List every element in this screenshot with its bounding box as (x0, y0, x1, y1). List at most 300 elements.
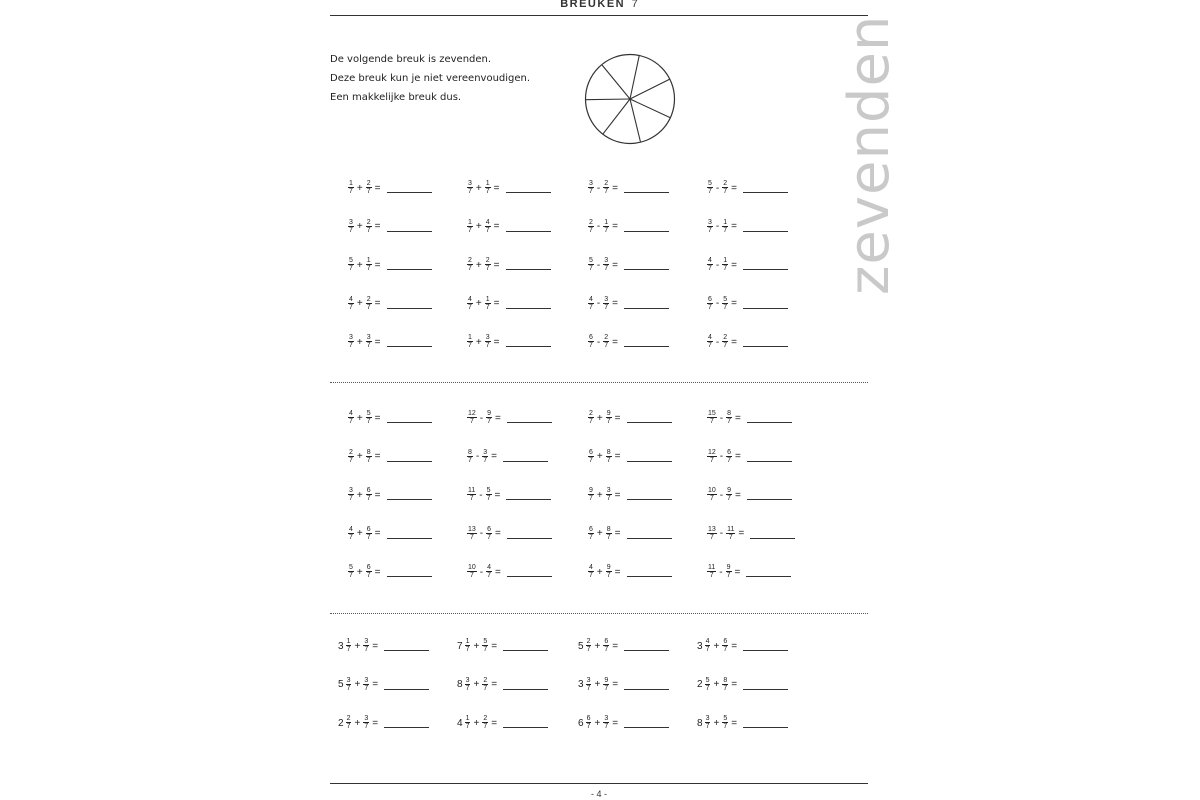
answer-field[interactable] (750, 529, 795, 539)
fraction-numerator: 5 (708, 180, 712, 187)
exercise-item (467, 296, 551, 312)
operator: - (596, 336, 601, 348)
fraction-denominator: 7 (709, 495, 714, 502)
first-fraction (348, 180, 354, 196)
answer-field[interactable] (503, 718, 548, 728)
exercise-item (707, 526, 795, 542)
answer-field[interactable] (507, 413, 552, 423)
fraction-denominator: 7 (589, 418, 593, 425)
whole-number: 8 (457, 679, 463, 690)
fraction-denominator: 7 (589, 342, 593, 349)
whole-number: 3 (697, 640, 703, 652)
fraction-numerator: 2 (604, 180, 609, 187)
fraction-denominator: 7 (364, 646, 369, 653)
operator: + (475, 336, 482, 348)
equals-sign: = (493, 336, 500, 348)
whole-number: 3 (578, 679, 584, 690)
answer-field[interactable] (506, 222, 551, 232)
fraction-denominator: 7 (708, 303, 712, 311)
exercise-item (457, 638, 548, 654)
operator: + (356, 259, 363, 271)
operator: - (719, 566, 723, 578)
fraction-denominator: 7 (468, 456, 472, 464)
fraction-denominator: 7 (349, 265, 353, 272)
equals-sign: = (372, 679, 379, 690)
fraction-denominator: 7 (589, 265, 593, 272)
header-title (330, 0, 868, 10)
fraction-numerator: 6 (708, 295, 712, 303)
answer-field[interactable] (506, 299, 551, 309)
exercise-item (578, 638, 669, 654)
exercise-item (707, 449, 792, 465)
second-fraction (482, 715, 488, 731)
equals-sign: = (735, 412, 741, 424)
fraction-numerator: 6 (589, 448, 593, 456)
operator: + (354, 679, 361, 690)
equals-sign: = (374, 298, 381, 309)
second-fraction (726, 487, 732, 503)
fraction-denominator: 7 (483, 684, 488, 692)
answer-field[interactable] (627, 452, 672, 462)
fraction-denominator: 7 (364, 684, 369, 692)
fraction-denominator: 7 (366, 456, 371, 464)
fraction-numerator: 3 (364, 638, 369, 645)
header-rule (330, 15, 868, 16)
first-fraction (588, 449, 594, 465)
fraction-denominator: 7 (586, 723, 591, 730)
answer-field[interactable] (503, 680, 548, 690)
equals-sign: = (491, 451, 497, 462)
fraction-numerator: 9 (606, 410, 611, 417)
answer-field[interactable] (747, 452, 792, 462)
fraction-denominator: 7 (604, 188, 609, 195)
fraction-denominator: 7 (709, 533, 714, 541)
fraction-denominator: 7 (366, 265, 371, 272)
second-fraction (485, 334, 491, 350)
second-fraction (366, 257, 372, 273)
operator: + (475, 259, 482, 271)
answer-field[interactable] (627, 490, 672, 500)
fraction-denominator: 7 (589, 495, 593, 502)
equals-sign: = (735, 451, 741, 462)
fraction-numerator: 5 (366, 410, 371, 417)
answer-field[interactable] (747, 413, 792, 423)
equals-sign: = (735, 489, 741, 501)
fraction-numerator: 1 (465, 715, 470, 722)
second-fraction (486, 487, 492, 503)
fraction-denominator: 7 (366, 188, 371, 195)
fraction-denominator: 7 (604, 684, 609, 692)
fraction-numerator: 5 (483, 638, 488, 645)
second-fraction (606, 449, 612, 465)
answer-field[interactable] (387, 413, 432, 423)
operator: + (356, 566, 363, 578)
equals-sign: = (614, 412, 621, 424)
second-fraction (722, 677, 728, 693)
fraction-denominator: 7 (346, 646, 351, 653)
fraction-numerator: 4 (468, 295, 472, 303)
fraction-denominator: 7 (589, 572, 593, 579)
fraction-numerator: 6 (366, 525, 371, 533)
fraction-numerator: 2 (366, 180, 371, 187)
fraction-numerator: 4 (589, 295, 593, 303)
exercise-item (348, 526, 432, 542)
equals-sign: = (612, 259, 618, 271)
answer-field[interactable] (743, 718, 788, 728)
first-fraction (465, 677, 471, 693)
answer-field[interactable] (387, 222, 432, 232)
fraction-denominator: 7 (708, 265, 712, 272)
answer-field[interactable] (624, 299, 669, 309)
fraction-denominator: 7 (465, 723, 470, 730)
answer-field[interactable] (624, 260, 669, 270)
fraction-numerator: 3 (604, 295, 609, 303)
fraction-denominator: 7 (723, 265, 728, 272)
fraction-denominator: 7 (709, 456, 714, 464)
answer-field[interactable] (627, 529, 672, 539)
fraction-numerator: 1 (346, 638, 351, 645)
fraction-denominator: 7 (468, 342, 472, 349)
fraction-numerator: 6 (723, 638, 728, 645)
first-fraction (467, 180, 473, 196)
equals-sign: = (612, 679, 619, 690)
fraction-denominator: 7 (485, 303, 490, 311)
answer-field[interactable] (624, 337, 669, 347)
answer-field[interactable] (387, 529, 432, 539)
answer-field[interactable] (503, 641, 548, 651)
first-fraction (348, 257, 354, 273)
fraction-numerator: 10 (468, 564, 476, 571)
operator: - (719, 528, 724, 539)
exercise-item (467, 180, 551, 196)
first-fraction (707, 487, 717, 503)
exercise-item (467, 564, 552, 580)
exercise-item (348, 257, 432, 273)
equals-sign: = (731, 221, 737, 232)
fraction-denominator: 7 (486, 495, 491, 502)
fraction-numerator: 15 (708, 410, 716, 417)
exercise-item (697, 715, 788, 731)
answer-field[interactable] (387, 183, 432, 193)
operator: + (596, 451, 603, 462)
fraction-denominator: 7 (606, 572, 611, 579)
second-fraction (603, 677, 609, 693)
fraction-numerator: 2 (589, 410, 593, 417)
answer-field[interactable] (503, 452, 548, 462)
operator: + (713, 679, 720, 690)
equals-sign: = (374, 221, 381, 232)
fraction-denominator: 7 (589, 303, 593, 311)
fraction-denominator: 7 (349, 188, 353, 195)
answer-field[interactable] (747, 490, 792, 500)
exercise-item (707, 410, 792, 426)
exercise-item (588, 526, 672, 542)
fraction-numerator: 9 (487, 410, 492, 417)
exercise-item (457, 715, 548, 731)
equals-sign: = (734, 566, 741, 578)
first-fraction (467, 334, 473, 350)
second-fraction (366, 410, 372, 426)
second-fraction (363, 638, 369, 654)
answer-field[interactable] (743, 337, 788, 347)
exercise-item (467, 410, 552, 426)
operator: - (479, 528, 484, 539)
equals-sign: = (491, 717, 498, 729)
fraction-numerator: 8 (606, 525, 611, 533)
first-fraction (705, 638, 711, 654)
equals-sign: = (495, 528, 501, 539)
fraction-denominator: 7 (346, 684, 351, 692)
fraction-numerator: 1 (485, 295, 490, 303)
first-fraction (586, 677, 592, 693)
exercise-item (348, 564, 432, 580)
fraction-denominator: 7 (349, 495, 353, 502)
section-divider (330, 382, 868, 383)
equals-sign: = (612, 221, 618, 232)
fraction-denominator: 7 (349, 303, 353, 311)
intro-text (330, 50, 530, 107)
fraction-denominator: 7 (349, 226, 353, 234)
equals-sign: = (612, 640, 619, 652)
fraction-denominator: 7 (723, 646, 728, 653)
answer-field[interactable] (624, 641, 669, 651)
side-word: zevenden (837, 14, 902, 295)
fraction-numerator: 3 (364, 676, 369, 684)
intro-line: Een makkelijke breuk dus. (330, 92, 462, 103)
operator: + (356, 221, 363, 232)
fraction-numerator: 13 (468, 525, 476, 533)
first-fraction (707, 180, 713, 196)
answer-field[interactable] (624, 680, 669, 690)
exercise-item (467, 487, 551, 503)
operator: - (596, 259, 601, 271)
answer-field[interactable] (743, 222, 788, 232)
fraction-numerator: 8 (468, 448, 472, 456)
fraction-denominator: 7 (606, 495, 611, 502)
fraction-denominator: 7 (485, 342, 490, 349)
fraction-denominator: 7 (727, 456, 732, 464)
answer-field[interactable] (507, 567, 552, 577)
answer-field[interactable] (387, 567, 432, 577)
fraction-denominator: 7 (483, 646, 488, 653)
fraction-numerator: 4 (708, 334, 712, 341)
first-fraction (467, 564, 477, 580)
answer-field[interactable] (507, 529, 552, 539)
fraction-numerator: 3 (708, 218, 712, 226)
first-fraction (467, 219, 473, 235)
fraction-denominator: 7 (586, 684, 591, 692)
answer-field[interactable] (743, 641, 788, 651)
fraction-numerator: 1 (485, 180, 490, 187)
fraction-denominator: 7 (586, 646, 591, 653)
whole-number: 6 (578, 717, 584, 729)
fraction-numerator: 9 (726, 564, 731, 571)
answer-field[interactable] (384, 680, 429, 690)
fraction-denominator: 7 (465, 684, 470, 692)
answer-field[interactable] (506, 337, 551, 347)
operator: + (473, 717, 480, 729)
fraction-denominator: 7 (709, 418, 714, 425)
second-fraction (366, 334, 372, 350)
exercise-item (467, 257, 551, 273)
answer-field[interactable] (743, 299, 788, 309)
equals-sign: = (493, 221, 500, 232)
fraction-denominator: 7 (465, 646, 470, 653)
answer-field[interactable] (624, 718, 669, 728)
second-fraction (726, 410, 732, 426)
exercise-item (457, 677, 548, 693)
first-fraction (707, 526, 717, 542)
exercise-item (467, 449, 548, 465)
fraction-denominator: 7 (487, 533, 492, 541)
fraction-denominator: 7 (723, 226, 728, 234)
exercise-item (707, 257, 788, 273)
fraction-numerator: 6 (487, 525, 492, 533)
fraction-denominator: 7 (468, 188, 472, 195)
answer-field[interactable] (624, 222, 669, 232)
first-fraction (707, 334, 713, 350)
answer-field[interactable] (743, 183, 788, 193)
fraction-numerator: 2 (604, 334, 609, 341)
answer-field[interactable] (746, 567, 791, 577)
fraction-numerator: 4 (705, 638, 710, 645)
first-fraction (707, 257, 713, 273)
operator: - (479, 412, 484, 424)
whole-number: 2 (697, 679, 703, 690)
exercise-item (348, 334, 432, 350)
fraction-numerator: 11 (727, 525, 735, 533)
first-fraction (707, 296, 713, 312)
second-fraction (606, 526, 612, 542)
exercise-item (707, 219, 788, 235)
operator: + (473, 640, 480, 652)
fraction-numerator: 12 (468, 410, 476, 417)
fraction-denominator: 7 (728, 533, 733, 541)
fraction-denominator: 7 (346, 723, 351, 730)
fraction-denominator: 7 (349, 572, 353, 579)
answer-field[interactable] (384, 718, 429, 728)
equals-sign: = (614, 451, 621, 462)
equals-sign: = (374, 336, 381, 348)
answer-field[interactable] (627, 567, 672, 577)
second-fraction (366, 296, 372, 312)
second-fraction (486, 564, 492, 580)
second-fraction (603, 296, 609, 312)
fraction-numerator: 12 (708, 448, 716, 456)
answer-field[interactable] (627, 413, 672, 423)
fraction-denominator: 7 (709, 572, 714, 579)
operator: + (356, 489, 363, 501)
fraction-numerator: 6 (589, 525, 593, 533)
fraction-numerator: 4 (349, 525, 353, 533)
operator: + (356, 451, 363, 462)
fraction-numerator: 3 (586, 676, 591, 684)
answer-field[interactable] (506, 260, 551, 270)
fraction-denominator: 7 (726, 572, 731, 579)
operator: + (475, 182, 482, 194)
answer-field[interactable] (387, 337, 432, 347)
second-fraction (726, 526, 735, 542)
equals-sign: = (374, 259, 381, 271)
fraction-denominator: 7 (366, 303, 371, 311)
fraction-numerator: 1 (723, 257, 728, 264)
fraction-denominator: 7 (349, 342, 353, 349)
first-fraction (588, 564, 594, 580)
second-fraction (482, 638, 488, 654)
fraction-numerator: 4 (589, 564, 593, 571)
pie-chart-sevenths (584, 53, 676, 145)
answer-field[interactable] (387, 452, 432, 462)
fraction-numerator: 6 (727, 448, 732, 456)
header-title-number: 7 (631, 0, 638, 10)
fraction-numerator: 9 (606, 564, 611, 571)
fraction-denominator: 7 (723, 684, 728, 692)
intro-line: De volgende breuk is zevenden. (330, 54, 492, 65)
second-fraction (722, 257, 728, 273)
fraction-denominator: 7 (727, 418, 732, 425)
exercise-item (707, 296, 788, 312)
equals-sign: = (374, 182, 381, 194)
exercise-item (707, 180, 788, 196)
second-fraction (603, 180, 609, 196)
equals-sign: = (731, 336, 737, 348)
fraction-numerator: 1 (366, 257, 371, 264)
exercise-item (348, 180, 432, 196)
fraction-numerator: 3 (606, 487, 611, 494)
answer-field[interactable] (506, 490, 551, 500)
answer-field[interactable] (387, 299, 432, 309)
fraction-numerator: 2 (366, 295, 371, 303)
fraction-numerator: 8 (723, 676, 728, 684)
fraction-denominator: 7 (468, 303, 472, 311)
exercise-item (578, 715, 669, 731)
fraction-denominator: 7 (483, 456, 488, 464)
second-fraction (603, 257, 609, 273)
fraction-numerator: 3 (465, 676, 470, 684)
fraction-denominator: 7 (485, 226, 490, 234)
fraction-denominator: 7 (705, 684, 710, 692)
first-fraction (348, 449, 354, 465)
equals-sign: = (491, 679, 498, 690)
fraction-denominator: 7 (705, 646, 710, 653)
answer-field[interactable] (743, 260, 788, 270)
fraction-numerator: 2 (366, 218, 371, 226)
fraction-denominator: 7 (723, 342, 728, 349)
intro-line: Deze breuk kun je niet vereenvoudigen. (330, 73, 531, 84)
exercise-item (588, 180, 669, 196)
exercise-item (348, 410, 432, 426)
equals-sign: = (495, 566, 501, 578)
answer-field[interactable] (384, 641, 429, 651)
fraction-numerator: 5 (723, 295, 728, 303)
answer-field[interactable] (387, 490, 432, 500)
answer-field[interactable] (743, 680, 788, 690)
second-fraction (485, 257, 491, 273)
answer-field[interactable] (506, 183, 551, 193)
second-fraction (603, 334, 609, 350)
second-fraction (603, 715, 609, 731)
first-fraction (707, 449, 717, 465)
fraction-denominator: 7 (366, 418, 371, 425)
equals-sign: = (614, 489, 621, 501)
second-fraction (485, 219, 491, 235)
operator: - (715, 259, 720, 271)
operator: + (713, 640, 720, 652)
answer-field[interactable] (387, 260, 432, 270)
answer-field[interactable] (624, 183, 669, 193)
fraction-numerator: 1 (349, 180, 353, 187)
exercise-item (588, 449, 672, 465)
